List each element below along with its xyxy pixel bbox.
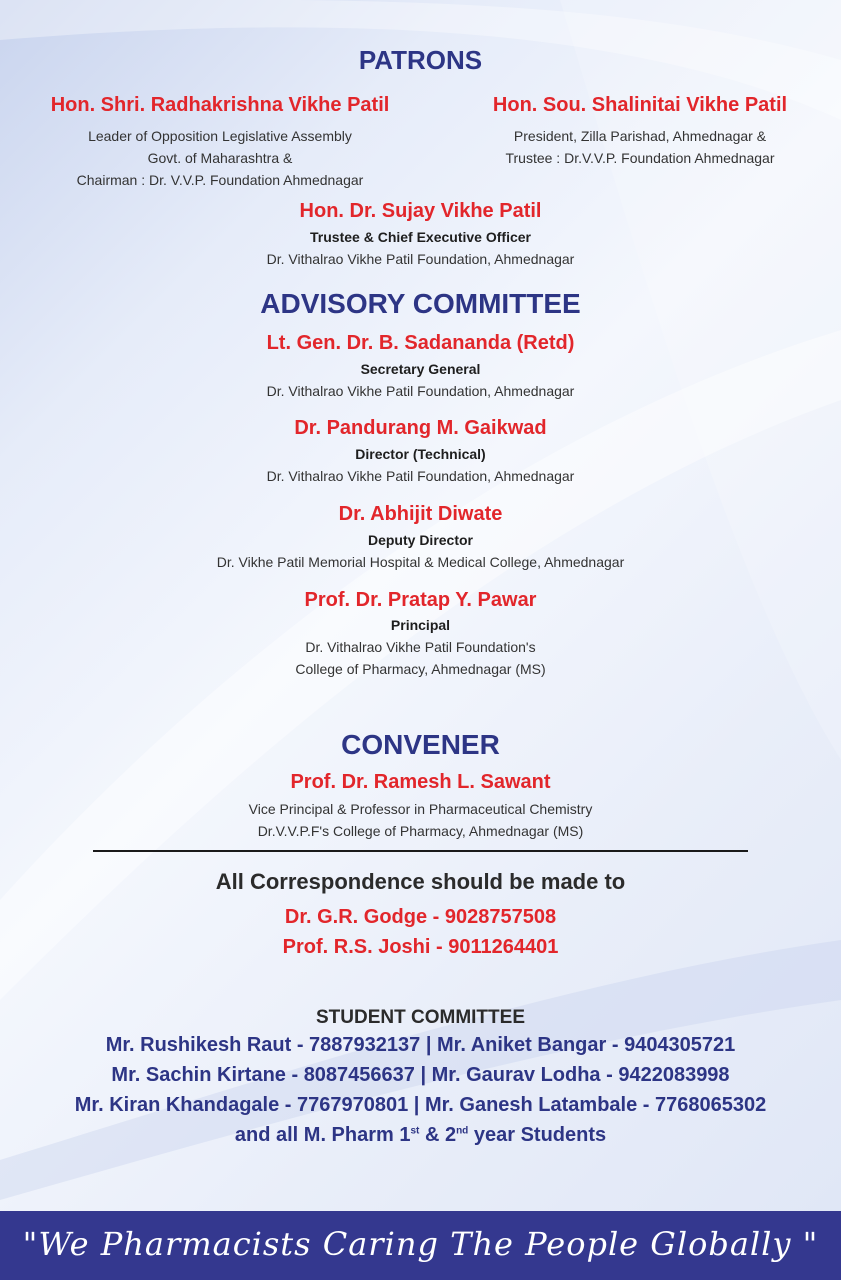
advisory-member-name: Prof. Dr. Pratap Y. Pawar bbox=[304, 589, 537, 611]
patron-right bbox=[440, 94, 840, 169]
advisory-member-role: Deputy Director bbox=[367, 532, 474, 548]
footer-motto: "We Pharmacists Caring The People Globally " bbox=[22, 1225, 819, 1263]
patron-right-line1: President, Zilla Parishad, Ahmednagar & bbox=[513, 128, 767, 144]
student-committee-heading: STUDENT COMMITTEE bbox=[316, 1007, 525, 1028]
advisory-member-role: Principal bbox=[390, 617, 451, 633]
contact-line: Prof. R.S. Joshi - 9011264401 bbox=[282, 936, 559, 958]
advisory-member-role: Secretary General bbox=[360, 361, 481, 377]
patron-right-line2: Trustee : Dr.V.V.P. Foundation Ahmednagar bbox=[505, 150, 775, 166]
convener-heading: CONVENER bbox=[341, 729, 500, 760]
patrons-heading: PATRONS bbox=[358, 45, 483, 75]
footer-banner bbox=[0, 1211, 841, 1280]
correspondence-heading: All Correspondence should be made to bbox=[215, 869, 626, 894]
patron-center-org: Dr. Vithalrao Vikhe Patil Foundation, Ahmednagar bbox=[266, 251, 575, 267]
advisory-member-org: Dr. Vithalrao Vikhe Patil Foundation, Ahmednagar bbox=[266, 383, 575, 399]
convener-line2: Dr.V.V.P.F's College of Pharmacy, Ahmednagar (MS) bbox=[257, 823, 584, 839]
student-line: Mr. Sachin Kirtane - 8087456637 | Mr. Gaurav Lodha - 9422083998 bbox=[111, 1064, 730, 1086]
advisory-member-org: Dr. Vithalrao Vikhe Patil Foundation, Ahmednagar bbox=[266, 468, 575, 484]
divider bbox=[93, 850, 748, 852]
patron-center-role: Trustee & Chief Executive Officer bbox=[310, 229, 531, 245]
advisory-member-name: Lt. Gen. Dr. B. Sadananda (Retd) bbox=[266, 332, 575, 354]
patron-left-line3: Chairman : Dr. V.V.P. Foundation Ahmednagar bbox=[76, 172, 364, 188]
advisory-heading: ADVISORY COMMITTEE bbox=[260, 288, 581, 319]
student-final-sup1: st bbox=[410, 1125, 420, 1137]
patron-left bbox=[20, 94, 420, 191]
contact-line: Dr. G.R. Godge - 9028757508 bbox=[284, 906, 557, 928]
student-line-final bbox=[0, 1124, 841, 1147]
patron-left-line1: Leader of Opposition Legislative Assembly bbox=[88, 128, 352, 144]
student-line: Mr. Rushikesh Raut - 7887932137 | Mr. Aniket Bangar - 9404305721 bbox=[105, 1034, 736, 1056]
student-final-pre: and all M. Pharm 1 bbox=[234, 1124, 411, 1146]
advisory-member-role: Director (Technical) bbox=[355, 446, 486, 462]
student-final-post: year Students bbox=[468, 1124, 607, 1146]
patron-left-line2: Govt. of Maharashtra & bbox=[147, 150, 293, 166]
patron-right-name: Hon. Sou. Shalinitai Vikhe Patil bbox=[492, 94, 788, 116]
student-final-sup2: nd bbox=[456, 1125, 469, 1137]
advisory-member-name: Dr. Abhijit Diwate bbox=[338, 503, 503, 525]
advisory-member-org-line2: College of Pharmacy, Ahmednagar (MS) bbox=[295, 661, 546, 677]
convener-name: Prof. Dr. Ramesh L. Sawant bbox=[290, 771, 551, 793]
patron-left-name: Hon. Shri. Radhakrishna Vikhe Patil bbox=[50, 94, 390, 116]
advisory-member-name: Dr. Pandurang M. Gaikwad bbox=[294, 417, 547, 439]
advisory-member-org: Dr. Vithalrao Vikhe Patil Foundation's bbox=[305, 639, 536, 655]
student-final-mid: & 2 bbox=[419, 1124, 457, 1146]
convener-line1: Vice Principal & Professor in Pharmaceutical Chemistry bbox=[248, 801, 593, 817]
student-line: Mr. Kiran Khandagale - 7767970801 | Mr. Ganesh Latambale - 7768065302 bbox=[74, 1094, 767, 1116]
patron-center-name: Hon. Dr. Sujay Vikhe Patil bbox=[299, 200, 542, 222]
advisory-member-org: Dr. Vikhe Patil Memorial Hospital & Medical College, Ahmednagar bbox=[216, 554, 625, 570]
